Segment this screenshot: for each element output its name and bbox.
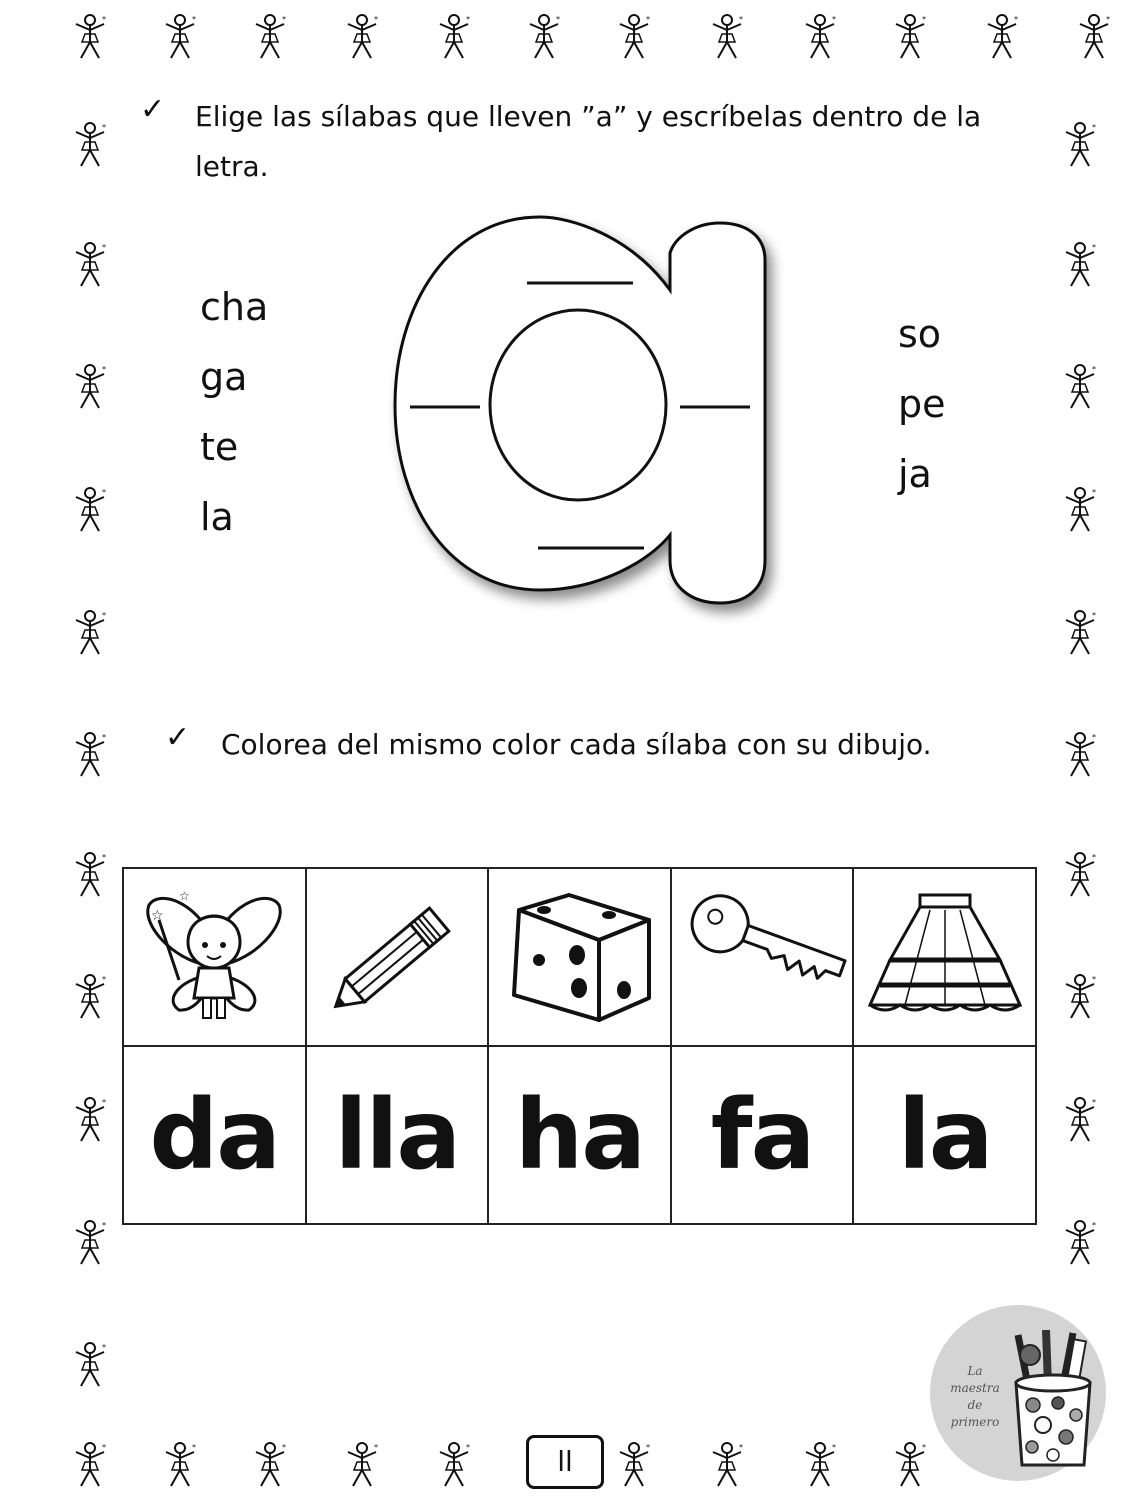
svg-text:*: * bbox=[282, 15, 286, 24]
syllable-cell[interactable]: la bbox=[853, 1046, 1036, 1224]
stick-figure-icon bbox=[1058, 1095, 1102, 1145]
stick-figure-icon bbox=[1072, 12, 1116, 62]
dice-icon bbox=[499, 880, 659, 1030]
svg-text:*: * bbox=[1092, 488, 1096, 497]
svg-text:*: * bbox=[922, 15, 926, 24]
stick-figure-icon bbox=[158, 1440, 202, 1490]
pencil-cup-icon bbox=[1008, 1325, 1098, 1475]
svg-text:*: * bbox=[102, 15, 106, 24]
right-syllable: so bbox=[898, 312, 942, 356]
picture-cell[interactable] bbox=[488, 868, 671, 1046]
checkmark-icon: ✓ bbox=[140, 92, 166, 127]
syllable-cell[interactable]: ha bbox=[488, 1046, 671, 1224]
right-syllable: ja bbox=[898, 452, 932, 496]
instruction-2: Colorea del mismo color cada sílaba con su dibujo. bbox=[221, 728, 932, 761]
syllable-cell[interactable]: da bbox=[123, 1046, 306, 1224]
svg-text:*: * bbox=[102, 243, 106, 252]
svg-text:*: * bbox=[102, 1443, 106, 1452]
svg-text:*: * bbox=[1092, 1098, 1096, 1107]
stick-figure-icon bbox=[705, 12, 749, 62]
left-syllable: ga bbox=[200, 355, 248, 399]
svg-text:*: * bbox=[466, 15, 470, 24]
stick-figure-icon bbox=[68, 1440, 112, 1490]
stick-figure-icon bbox=[612, 12, 656, 62]
svg-text:*: * bbox=[374, 15, 378, 24]
letter-a-outline bbox=[380, 205, 800, 625]
stick-figure-icon bbox=[798, 12, 842, 62]
stick-figure-icon bbox=[1058, 120, 1102, 170]
stick-figure-icon bbox=[158, 12, 202, 62]
instruction-1-line-1: Elige las sílabas que lleven ”a” y escríbelas dentro de la bbox=[195, 100, 982, 133]
stick-figure-icon bbox=[68, 730, 112, 780]
stick-figure-icon bbox=[68, 1340, 112, 1390]
picture-cell[interactable] bbox=[853, 868, 1036, 1046]
svg-text:*: * bbox=[102, 365, 106, 374]
svg-text:*: * bbox=[922, 1443, 926, 1452]
svg-text:*: * bbox=[1092, 733, 1096, 742]
svg-text:*: * bbox=[102, 1343, 106, 1352]
stick-figure-icon bbox=[798, 1440, 842, 1490]
left-syllable: cha bbox=[200, 285, 269, 329]
picture-cell[interactable] bbox=[123, 868, 306, 1046]
logo-text bbox=[930, 1363, 1020, 1431]
svg-text:*: * bbox=[556, 15, 560, 24]
svg-text:*: * bbox=[102, 853, 106, 862]
svg-text:*: * bbox=[1092, 365, 1096, 374]
svg-text:*: * bbox=[192, 1443, 196, 1452]
stick-figure-icon bbox=[340, 12, 384, 62]
svg-text:☆: ☆ bbox=[179, 889, 191, 903]
left-syllable: la bbox=[200, 495, 234, 539]
svg-text:*: * bbox=[466, 1443, 470, 1452]
picture-cell[interactable] bbox=[306, 868, 489, 1046]
svg-text:*: * bbox=[646, 15, 650, 24]
instruction-1-line-2: letra. bbox=[195, 150, 269, 183]
svg-text:*: * bbox=[102, 1221, 106, 1230]
stick-figure-icon bbox=[248, 12, 292, 62]
svg-text:*: * bbox=[1014, 15, 1018, 24]
left-syllable: te bbox=[200, 425, 239, 469]
logo-text-line: de bbox=[967, 1398, 983, 1412]
stick-figure-icon bbox=[1058, 1218, 1102, 1268]
svg-text:*: * bbox=[102, 975, 106, 984]
svg-text:*: * bbox=[1092, 243, 1096, 252]
syllable-picture-table bbox=[122, 867, 1037, 1225]
logo-text-line: La bbox=[967, 1364, 983, 1378]
svg-text:*: * bbox=[102, 611, 106, 620]
svg-text:*: * bbox=[1092, 975, 1096, 984]
stick-figure-icon bbox=[68, 1095, 112, 1145]
svg-text:*: * bbox=[832, 1443, 836, 1452]
svg-text:*: * bbox=[739, 1443, 743, 1452]
stick-figure-icon bbox=[980, 12, 1024, 62]
stick-figure-icon bbox=[68, 972, 112, 1022]
stick-figure-icon bbox=[68, 485, 112, 535]
stick-figure-icon bbox=[612, 1440, 656, 1490]
svg-text:*: * bbox=[102, 733, 106, 742]
stick-figure-icon bbox=[1058, 608, 1102, 658]
stick-figure-icon bbox=[68, 1218, 112, 1268]
svg-text:*: * bbox=[282, 1443, 286, 1452]
checkmark-icon: ✓ bbox=[165, 720, 191, 755]
stick-figure-icon bbox=[1058, 850, 1102, 900]
stick-figure-icon bbox=[68, 240, 112, 290]
stick-figure-icon bbox=[1058, 972, 1102, 1022]
svg-text:*: * bbox=[192, 15, 196, 24]
svg-text:☆: ☆ bbox=[151, 908, 164, 924]
stick-figure-icon bbox=[432, 1440, 476, 1490]
svg-text:*: * bbox=[102, 488, 106, 497]
svg-text:*: * bbox=[1092, 1221, 1096, 1230]
stick-figure-icon bbox=[1058, 485, 1102, 535]
svg-text:*: * bbox=[646, 1443, 650, 1452]
stick-figure-icon bbox=[1058, 240, 1102, 290]
stick-figure-icon bbox=[1058, 362, 1102, 412]
svg-text:*: * bbox=[1092, 123, 1096, 132]
stick-figure-icon bbox=[705, 1440, 749, 1490]
svg-text:*: * bbox=[374, 1443, 378, 1452]
logo bbox=[930, 1305, 1106, 1481]
stick-figure-icon bbox=[68, 120, 112, 170]
svg-text:*: * bbox=[102, 123, 106, 132]
syllable-cell[interactable]: fa bbox=[671, 1046, 854, 1224]
stick-figure-icon bbox=[522, 12, 566, 62]
logo-text-line: maestra bbox=[950, 1381, 1000, 1395]
skirt-icon bbox=[860, 880, 1030, 1030]
stick-figure-icon bbox=[248, 1440, 292, 1490]
stick-figure-icon bbox=[1058, 730, 1102, 780]
svg-text:*: * bbox=[1092, 853, 1096, 862]
svg-text:*: * bbox=[102, 1098, 106, 1107]
page-number: ll bbox=[526, 1435, 604, 1489]
stick-figure-icon bbox=[68, 608, 112, 658]
logo-text-line: primero bbox=[950, 1415, 1000, 1429]
instruction-1 bbox=[195, 92, 995, 192]
pencil-icon bbox=[322, 880, 472, 1030]
right-syllable: pe bbox=[898, 382, 946, 426]
syllable-cell[interactable]: lla bbox=[306, 1046, 489, 1224]
svg-text:*: * bbox=[1106, 15, 1110, 24]
fairy-icon bbox=[139, 880, 289, 1030]
stick-figure-icon bbox=[888, 12, 932, 62]
stick-figure-icon bbox=[432, 12, 476, 62]
svg-text:*: * bbox=[1092, 611, 1096, 620]
picture-cell[interactable] bbox=[671, 868, 854, 1046]
key-icon bbox=[677, 880, 847, 1030]
stick-figure-icon bbox=[68, 362, 112, 412]
stick-figure-icon bbox=[888, 1440, 932, 1490]
stick-figure-icon bbox=[68, 850, 112, 900]
stick-figure-icon bbox=[340, 1440, 384, 1490]
svg-text:*: * bbox=[739, 15, 743, 24]
stick-figure-icon bbox=[68, 12, 112, 62]
svg-text:*: * bbox=[832, 15, 836, 24]
